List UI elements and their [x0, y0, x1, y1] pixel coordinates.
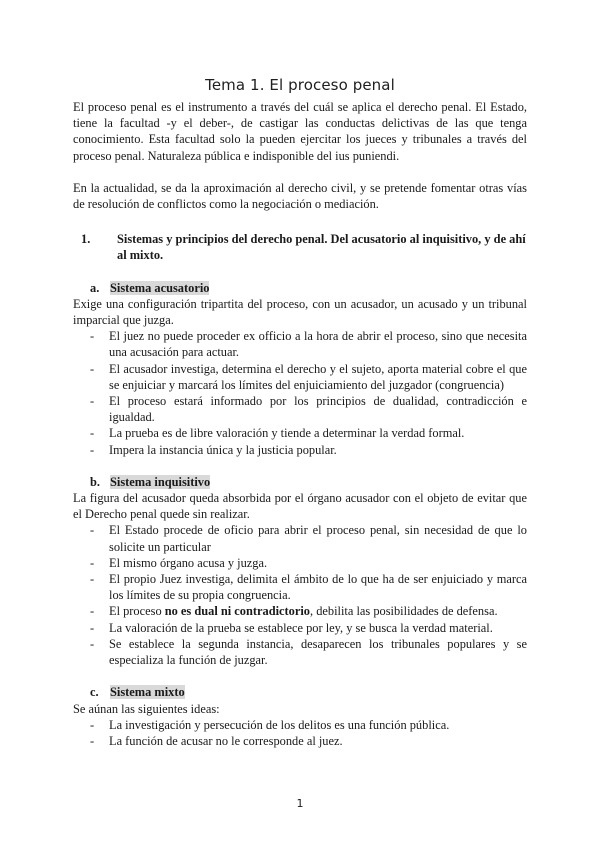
list-item: - La valoración de la prueba se establece por ley, y se busca la verdad material. [73, 620, 527, 636]
list-item: - El mismo órgano acusa y juzga. [73, 555, 527, 571]
list-item: - El juez no puede proceder ex officio a la hora de abrir el proceso, sino que necesita una acusación para actuar. [73, 328, 527, 360]
subsection-a-title: Sistema acusatorio [110, 280, 210, 295]
dash-marker: - [90, 361, 95, 376]
list-item: - El proceso estará informado por los principios de dualidad, contradicción e igualdad. [73, 393, 527, 425]
subsection-c-list [73, 717, 527, 749]
section-1-number: 1. [81, 232, 91, 247]
subsection-b-body: La figura del acusador queda absorbida por el órgano acusador con el objeto de evitar que el Derecho penal quede sin realizar. [73, 491, 527, 522]
bold-emphasis: no es dual ni contradictorio [164, 604, 311, 619]
list-item: - La investigación y persecución de los delitos es una función pública. [73, 717, 527, 733]
dash-marker: - [90, 394, 95, 409]
dash-marker: - [90, 523, 95, 538]
section-1-heading [73, 231, 527, 263]
list-item: - El Estado procede de oficio para abrir el proceso penal, sin necesidad de que lo solicite un particular [73, 522, 527, 554]
list-item: - Impera la instancia única y la justicia popular. [73, 442, 527, 458]
section-1-title: Sistemas y principios del derecho penal. Del acusatorio al inquisitivo, y de ahí al mixto. [117, 232, 526, 263]
dash-marker: - [90, 426, 95, 441]
page-title: Tema 1. El proceso penal [205, 76, 395, 94]
subsection-b-title: Sistema inquisitivo [110, 474, 211, 489]
second-paragraph: En la actualidad, se da la aproximación al derecho civil, y se pretende fomentar otras vías de resolución de conflictos como la negociación o mediación. [73, 180, 527, 212]
subsection-b-heading [73, 474, 527, 490]
subsection-b-list [73, 522, 527, 668]
document-page [73, 70, 527, 749]
subsection-b-letter: b. [90, 474, 100, 489]
list-item: - La función de acusar no le corresponde al juez. [73, 733, 527, 749]
list-item: - El acusador investiga, determina el derecho y el sujeto, aporta material cobre el que se enjuiciar y marcará los límites del enjuiciamiento del juzgador (congruencia) [73, 361, 527, 393]
list-item: - La prueba es de libre valoración y tiende a determinar la verdad formal. [73, 425, 527, 441]
dash-marker: - [90, 572, 95, 587]
subsection-c-body: Se aúnan las siguientes ideas: [73, 701, 220, 716]
dash-marker: - [90, 620, 95, 635]
list-item: - El propio Juez investiga, delimita el ámbito de lo que ha de ser enjuiciado y marca los límites de su propia congruencia. [73, 571, 527, 603]
subsection-a-heading [73, 280, 527, 296]
dash-marker: - [90, 717, 95, 732]
dash-marker: - [90, 329, 95, 344]
dash-marker: - [90, 555, 95, 570]
dash-marker: - [90, 733, 95, 748]
dash-marker: - [90, 442, 95, 457]
dash-marker: - [90, 636, 95, 651]
list-item: - Se establece la segunda instancia, desaparecen los tribunales populares y se especializa la función de juzgar. [73, 636, 527, 668]
subsection-a-list [73, 328, 527, 458]
subsection-c-title: Sistema mixto [110, 685, 185, 700]
intro-paragraph: El proceso penal es el instrumento a través del cuál se aplica el derecho penal. El Estado, tiene la facultad -y el deber-, de castigar las conductas delictivas de las que tenga conocimiento. Esta facultad solo la pueden ejercitar los jueces y tribunales a través del proceso penal. Naturaleza pública e indisponible del ius puniendi. [73, 100, 527, 163]
subsection-a-body: Exige una configuración tripartita del proceso, con un acusador, un acusado y un tribunal imparcial que juzga. [73, 296, 527, 328]
list-item: - El proceso no es dual ni contradictorio, debilita las posibilidades de defensa. [73, 603, 527, 619]
subsection-c-heading [73, 684, 527, 700]
subsection-a-letter: a. [90, 280, 100, 295]
page-number: 1 [296, 797, 304, 810]
dash-marker: - [90, 604, 95, 619]
subsection-c-letter: c. [90, 685, 99, 700]
